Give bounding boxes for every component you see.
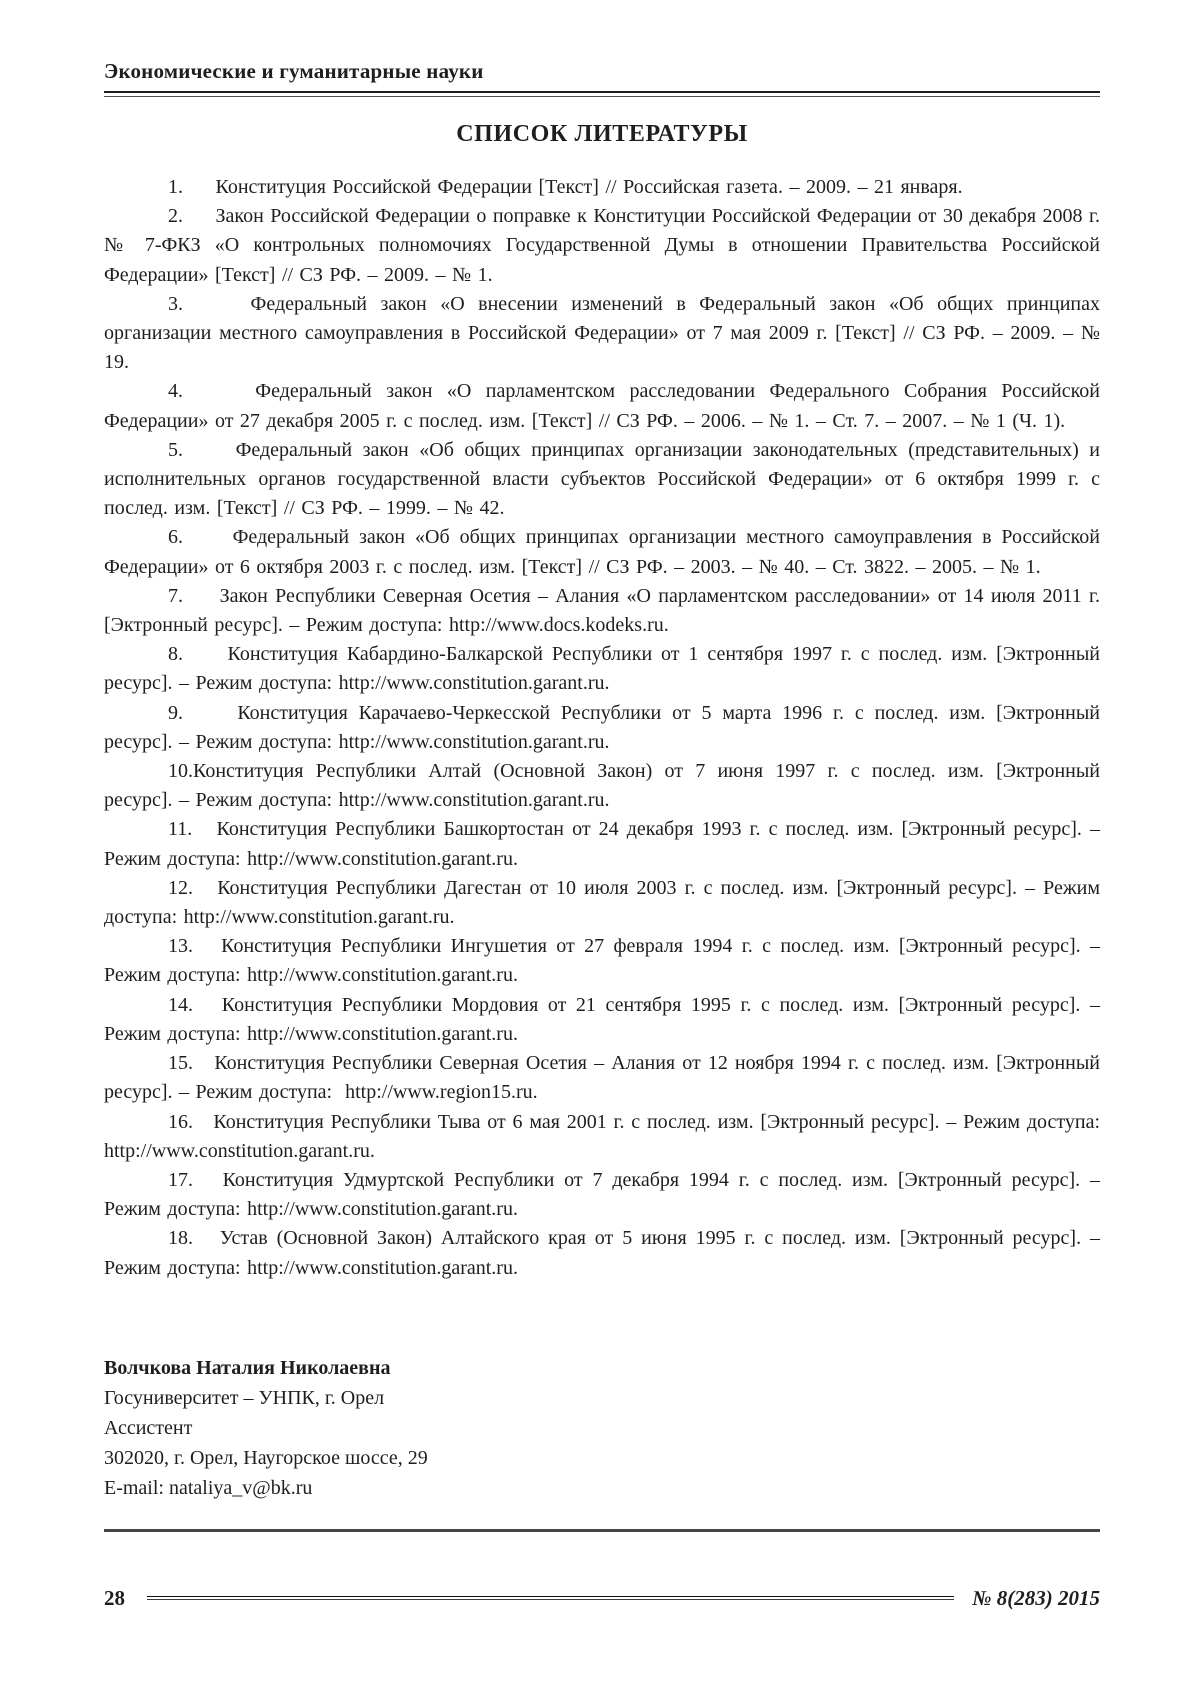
reference-item-16: 16. Конституция Республики Тыва от 6 мая 2001 г. с послед. изм. [Эктронный ресурс]. – Режим доступа: http://www.constitution.garant.ru. (104, 1110, 1100, 1162)
footer-rule (147, 1596, 954, 1600)
page-title: СПИСОК ЛИТЕРАТУРЫ (456, 121, 748, 147)
author-name: Волчкова Наталия Николаевна (104, 1356, 391, 1379)
reference-item-15: 15. Конституция Республики Северная Осетия – Алания от 12 ноября 1994 г. с послед. изм. [Эктронный ресурс]. – Режим доступа: http://www.region15.ru. (104, 1052, 1100, 1104)
reference-item-18: 18. Устав (Основной Закон) Алтайского края от 5 июня 1995 г. с послед. изм. [Эктронный ресурс]. – Режим доступа: http://www.constitution.garant.ru. (104, 1227, 1100, 1279)
author-block (104, 1353, 1100, 1503)
reference-item-2: 2. Закон Российской Федерации о поправке к Конституции Российской Федерации от 30 декабря 2008 г. № 7-ФКЗ «О контрольных полномочиях Государственной Думы в отношении Правительства Российской Федерации» [Текст] // СЗ РФ. – 2009. – № 1. (104, 205, 1100, 286)
bottom-separator-rule (104, 1529, 1100, 1532)
reference-item-4: 4. Федеральный закон «О парламентском расследовании Федерального Собрания Российской Федерации» от 27 декабря 2005 г. с послед. изм. [Текст] // СЗ РФ. – 2006. – № 1. – Ст. 7. – 2007. – № 1 (Ч. 1). (104, 380, 1100, 432)
reference-item-5: 5. Федеральный закон «Об общих принципах организации законодательных (представительных) и исполнительных органов государственной власти субъектов Российской Федерации» от 6 октября 1999 г. с послед. изм. [Текст] // СЗ РФ. – 1999. – № 42. (104, 438, 1100, 520)
reference-item-9: 9. Конституция Карачаево-Черкесской Республики от 5 марта 1996 г. с послед. изм. [Эктронный ресурс]. – Режим доступа: http://www.constitution.garant.ru. (104, 701, 1100, 753)
page-number: 28 (104, 1585, 125, 1610)
reference-item-3: 3. Федеральный закон «О внесении изменений в Федеральный закон «Об общих принципах организации местного самоуправления в Российской Федерации» от 7 мая 2009 г. [Текст] // СЗ РФ. – 2009. – № 19. (104, 292, 1100, 374)
reference-item-8: 8. Конституция Кабардино-Балкарской Республики от 1 сентября 1997 г. с послед. изм. [Эктронный ресурс]. – Режим доступа: http://www.constitution.garant.ru. (104, 643, 1100, 695)
reference-item-7: 7. Закон Республики Северная Осетия – Алания «О парламентском расследовании» от 14 июля 2011 г. [Эктронный ресурс]. – Режим доступа: http://www.docs.kodeks.ru. (104, 584, 1100, 637)
issue-label: № 8(283) 2015 (972, 1585, 1100, 1610)
reference-item-10: 10.Конституция Республики Алтай (Основной Закон) от 7 июня 1997 г. с послед. изм. [Эктронный ресурс]. – Режим доступа: http://www.constitution.garant.ru. (104, 760, 1100, 812)
author-email: E-mail: nataliya_v@bk.ru (104, 1476, 313, 1499)
reference-item-17: 17. Конституция Удмуртской Республики от 7 декабря 1994 г. с послед. изм. [Эктронный ресурс]. – Режим доступа: http://www.constitution.garant.ru. (104, 1168, 1100, 1221)
reference-item-13: 13. Конституция Республики Ингушетия от 27 февраля 1994 г. с послед. изм. [Эктронный ресурс]. – Режим доступа: http://www.constitution.garant.ru. (104, 935, 1100, 987)
header-rule (104, 91, 1100, 97)
author-address: 302020, г. Орел, Наугорское шоссе, 29 (104, 1446, 428, 1469)
running-head: Экономические и гуманитарные науки (104, 59, 484, 83)
page-footer (104, 1586, 1100, 1611)
author-position: Ассистент (104, 1416, 193, 1439)
reference-item-11: 11. Конституция Республики Башкортостан от 24 декабря 1993 г. с послед. изм. [Эктронный ресурс]. – Режим доступа: http://www.constitution.garant.ru. (104, 818, 1100, 870)
reference-item-14: 14. Конституция Республики Мордовия от 21 сентября 1995 г. с послед. изм. [Эктронный ресурс]. – Режим доступа: http://www.constitution.garant.ru. (104, 993, 1100, 1045)
reference-item-12: 12. Конституция Республики Дагестан от 10 июля 2003 г. с послед. изм. [Эктронный ресурс]. – Режим доступа: http://www.constitution.garant.ru. (104, 876, 1100, 929)
reference-list (104, 173, 1100, 1283)
reference-item-1: 1. Конституция Российской Федерации [Текст] // Российская газета. – 2009. – 21 января. (168, 176, 963, 198)
author-affiliation: Госуниверситет – УНПК, г. Орел (104, 1386, 385, 1409)
reference-item-6: 6. Федеральный закон «Об общих принципах организации местного самоуправления в Российской Федерации» от 6 октября 2003 г. с послед. изм. [Текст] // СЗ РФ. – 2003. – № 40. – Ст. 3822. – 2005. – № 1. (104, 526, 1100, 578)
